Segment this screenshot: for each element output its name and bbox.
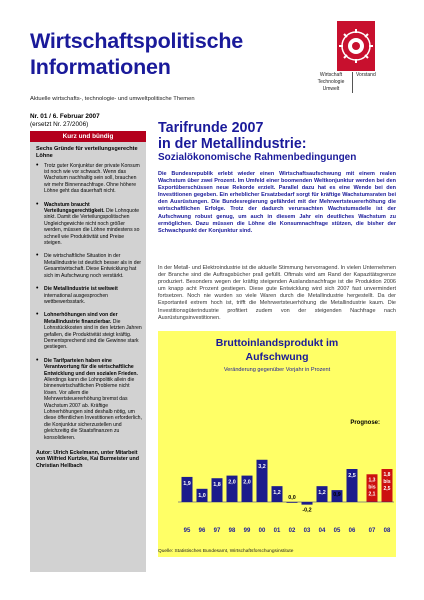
gdp-chart — [158, 331, 396, 557]
sidebar-bullet — [30, 312, 146, 350]
masthead-subtitle: Aktuelle wirtschafts-, technologie- und umweltpolitische Themen — [30, 96, 195, 102]
x-tick-label: 05 — [333, 528, 341, 534]
issue-info — [30, 113, 100, 129]
sidebar-header: Kurz und bündig — [30, 131, 146, 142]
gdp-chart-svg — [158, 331, 396, 557]
bullet-bold-text: Die Tarifparteien haben eine Verantwortung für die wirtschaftliche Entwicklung und den sozialen Frieden. — [44, 357, 138, 377]
chart-source: Quelle: Statistisches Bundesamt, Wirtschaftsforschungsinstitute — [158, 549, 294, 554]
forecast-value-label: bis — [383, 479, 391, 485]
bullet-icon: • — [36, 285, 39, 293]
bar-value-label: 2,0 — [243, 479, 251, 486]
x-tick-label: 04 — [318, 528, 326, 534]
sidebar-bullet — [30, 286, 146, 305]
article-body: In der Metall- und Elektroindustrie ist die aktuelle Stimmung hervorragend. In vielen Unternehmen der Branche sind die Auftragsbücher prall gefüllt. Oftmals wird am Rand der Kapazitätsgrenze produziert. Besonders wegen der kräftig steigenden Auslandsnachfrage ist die Produktion 2006 um knapp acht Prozent gestiegen. Diese gute Entwicklung wird sich 2007 fast unvermindert fortsetzen. Noch nie wurden so viele Waren durch die Metallindustrie hergestellt. Da der Exportanteil extrem hoch ist, trifft die Mehrwertsteuerhöhung die Metallindustrie kaum. Die Investitionsgüterindustrie profitiert zudem von der steigenden Nachfrage nach Ausrüstungsinvestitionen. — [158, 265, 396, 321]
x-tick-label: 96 — [198, 528, 206, 534]
bar-value-label: 0,9 — [333, 492, 341, 499]
sidebar-intro: Sechs Gründe für verteilungsgerechte Löhne — [36, 146, 138, 159]
x-tick-label: 00 — [258, 528, 266, 534]
forecast-value-label: 1,8 — [383, 472, 391, 478]
x-tick-label: 06 — [348, 528, 356, 534]
bar-value-label: 1,8 — [213, 482, 221, 489]
bullet-bold-text: Wachstum braucht Verteilungsgerechtigkeit. — [44, 201, 105, 215]
dept-line-1: Wirtschaft — [319, 72, 343, 78]
dept-line-3: Umwelt — [322, 86, 340, 92]
article-title — [158, 121, 398, 164]
department-label — [312, 72, 394, 93]
chart-title-line1: Bruttoinlandsprodukt im — [215, 337, 339, 349]
x-tick-label: 95 — [183, 528, 191, 534]
masthead-title — [30, 28, 320, 80]
bar-value-label: 2,0 — [228, 479, 236, 486]
x-tick-label: 01 — [273, 528, 281, 534]
chart-subtitle: Veränderung gegenüber Vorjahr in Prozent — [223, 367, 331, 373]
bullet-text: Trotz guter Konjunktur der private Konsum ist noch wie vor schwach. Wenn das Wachstum nachhaltig sein soll, brauchen wir mehr Binnennachfrage. Ohne höhere Löhne geht das dauerhaft nicht. — [44, 162, 140, 195]
bullet-bold-text: Die Metallindustrie ist weltweit — [44, 286, 118, 293]
article-title-line2: in der Metallindustrie: — [158, 135, 307, 152]
bullet-icon: • — [36, 161, 39, 169]
x-tick-label: 02 — [288, 528, 296, 534]
sidebar-bullet-list — [30, 163, 146, 441]
forecast-label: Prognose: — [350, 420, 380, 426]
bullet-icon: • — [36, 200, 39, 208]
x-tick-label: 98 — [228, 528, 236, 534]
forecast-value-label: 2,5 — [383, 486, 391, 492]
bullet-text: Die wirtschaftliche Situation in der Metallindustrie ist deutlich besser als in der Gesamtwirtschaft. Diese Entwicklung hat sich im Aufschwung noch verstärkt. — [44, 253, 142, 279]
sidebar-bullet — [30, 163, 146, 195]
author-note: Autor: Ulrich Eckelmann, unter Mitarbeit von Wilfried Kurtzke, Kai Burmeister und Christian Hellbach — [36, 450, 139, 469]
bar-value-label: 2,5 — [348, 473, 356, 479]
bullet-icon: • — [36, 252, 39, 260]
bullet-text: Die Lohnquote sinkt. Damit die Verteilungspolitischen Ungleichgewichte nicht noch größer werden, müssen die Löhne mindestens so schnell wie Produktivität und Preise steigen. — [44, 208, 140, 247]
x-tick-label: 08 — [383, 528, 391, 534]
bullet-text: Allerdings kann die Lohnpolitik allein die binnenwirtschaftlichen Probleme nicht lösen. Vor allem die Mehrwertsteuererhöhung bremst das Wachstum 2007 ab. Kräftige Lohnerhöhungen sind deshalb nötig, um diese öffentlichen Investitionen erforderlich, die Konjunktur sicherzustellen und gleichzeitig die Staatsfinanzen zu konsolidieren. — [44, 376, 142, 441]
bar-value-label: 3,2 — [258, 463, 266, 470]
forecast-value-label: 2,1 — [368, 491, 376, 498]
issue-number: Nr. 01 / 6. Februar 2007 — [30, 113, 100, 120]
bullet-icon: • — [36, 311, 39, 319]
forecast-value-label: 1,3 — [368, 477, 376, 484]
article-lead: Die Bundesrepublik erlebt wieder einen Wirtschaftsaufschwung mit einem realen Wachstum über zwei Prozent. Im Umfeld einer boomenden Weltkonjunktur werden bei den Exportüberschüssen neue Rekorde erzielt. Parallel dazu hat es eine Wende bei den Investitionen gegeben. Ein erheblicher Ersatzbedarf sorgt für kräftige Wachstumsraten bei den Ausrüstungen. Die Bundesregierung gefährdet mit der Mehrwertsteuererhöhung die wirtschaftlichen Erfolge. Trotz der dadurch verursachten Wachstumsdelle ist der Aufschwung robust genug, um auch in diesem Jahr ein deutliches Wachstum zu ermöglichen. Dazu müssen die Löhne die Konsumnachfrage stützen, die bisher der Schwachpunkt der Konjunktur sind. — [158, 171, 396, 234]
sidebar-bullet — [30, 358, 146, 441]
sidebar-bullet — [30, 202, 146, 247]
dept-vorstand: Vorstand — [352, 72, 376, 93]
bar-value-label: -0,2 — [302, 507, 312, 514]
bullet-text: international ausgesprochen wettbewerbsstark. — [44, 292, 109, 305]
gdp-bar — [302, 502, 313, 505]
sidebar-bullet — [30, 253, 146, 279]
igmetall-logo — [336, 20, 376, 72]
bar-value-label: 0,0 — [288, 495, 296, 501]
forecast-value-label: bis — [368, 484, 376, 491]
bar-value-label: 1,9 — [183, 480, 191, 487]
x-tick-label: 99 — [243, 528, 251, 534]
bar-value-label: 1,0 — [198, 492, 206, 499]
bullet-icon: • — [36, 356, 39, 364]
issue-replaces: (ersetzt Nr. 27/2006) — [30, 121, 89, 128]
x-tick-label: 97 — [213, 528, 221, 534]
sidebar — [30, 131, 146, 572]
x-tick-label: 07 — [368, 528, 376, 534]
bar-value-label: 1,2 — [273, 490, 281, 497]
dept-line-2: Technologie — [317, 79, 345, 85]
bullet-bold-text: Lohnerhöhungen sind von der Metallindustrie finanzierbar. — [44, 312, 118, 325]
chart-title-line2: Aufschwung — [245, 351, 309, 363]
masthead-title-line1: Wirtschaftspolitische — [30, 29, 244, 53]
bullet-text: Die Lohnstückkosten sind in den letzten Jahren gefallen, die Produktivität steigt kräftig. Dementsprechend sind die Gewinne stark gestiegen. — [44, 318, 142, 351]
bar-value-label: 1,2 — [318, 490, 326, 497]
x-tick-label: 03 — [303, 528, 311, 534]
article-title-line1: Tarifrunde 2007 — [158, 120, 264, 136]
article-subtitle: Sozialökonomische Rahmenbedingungen — [158, 152, 357, 164]
masthead-title-line2: Informationen — [30, 55, 171, 79]
